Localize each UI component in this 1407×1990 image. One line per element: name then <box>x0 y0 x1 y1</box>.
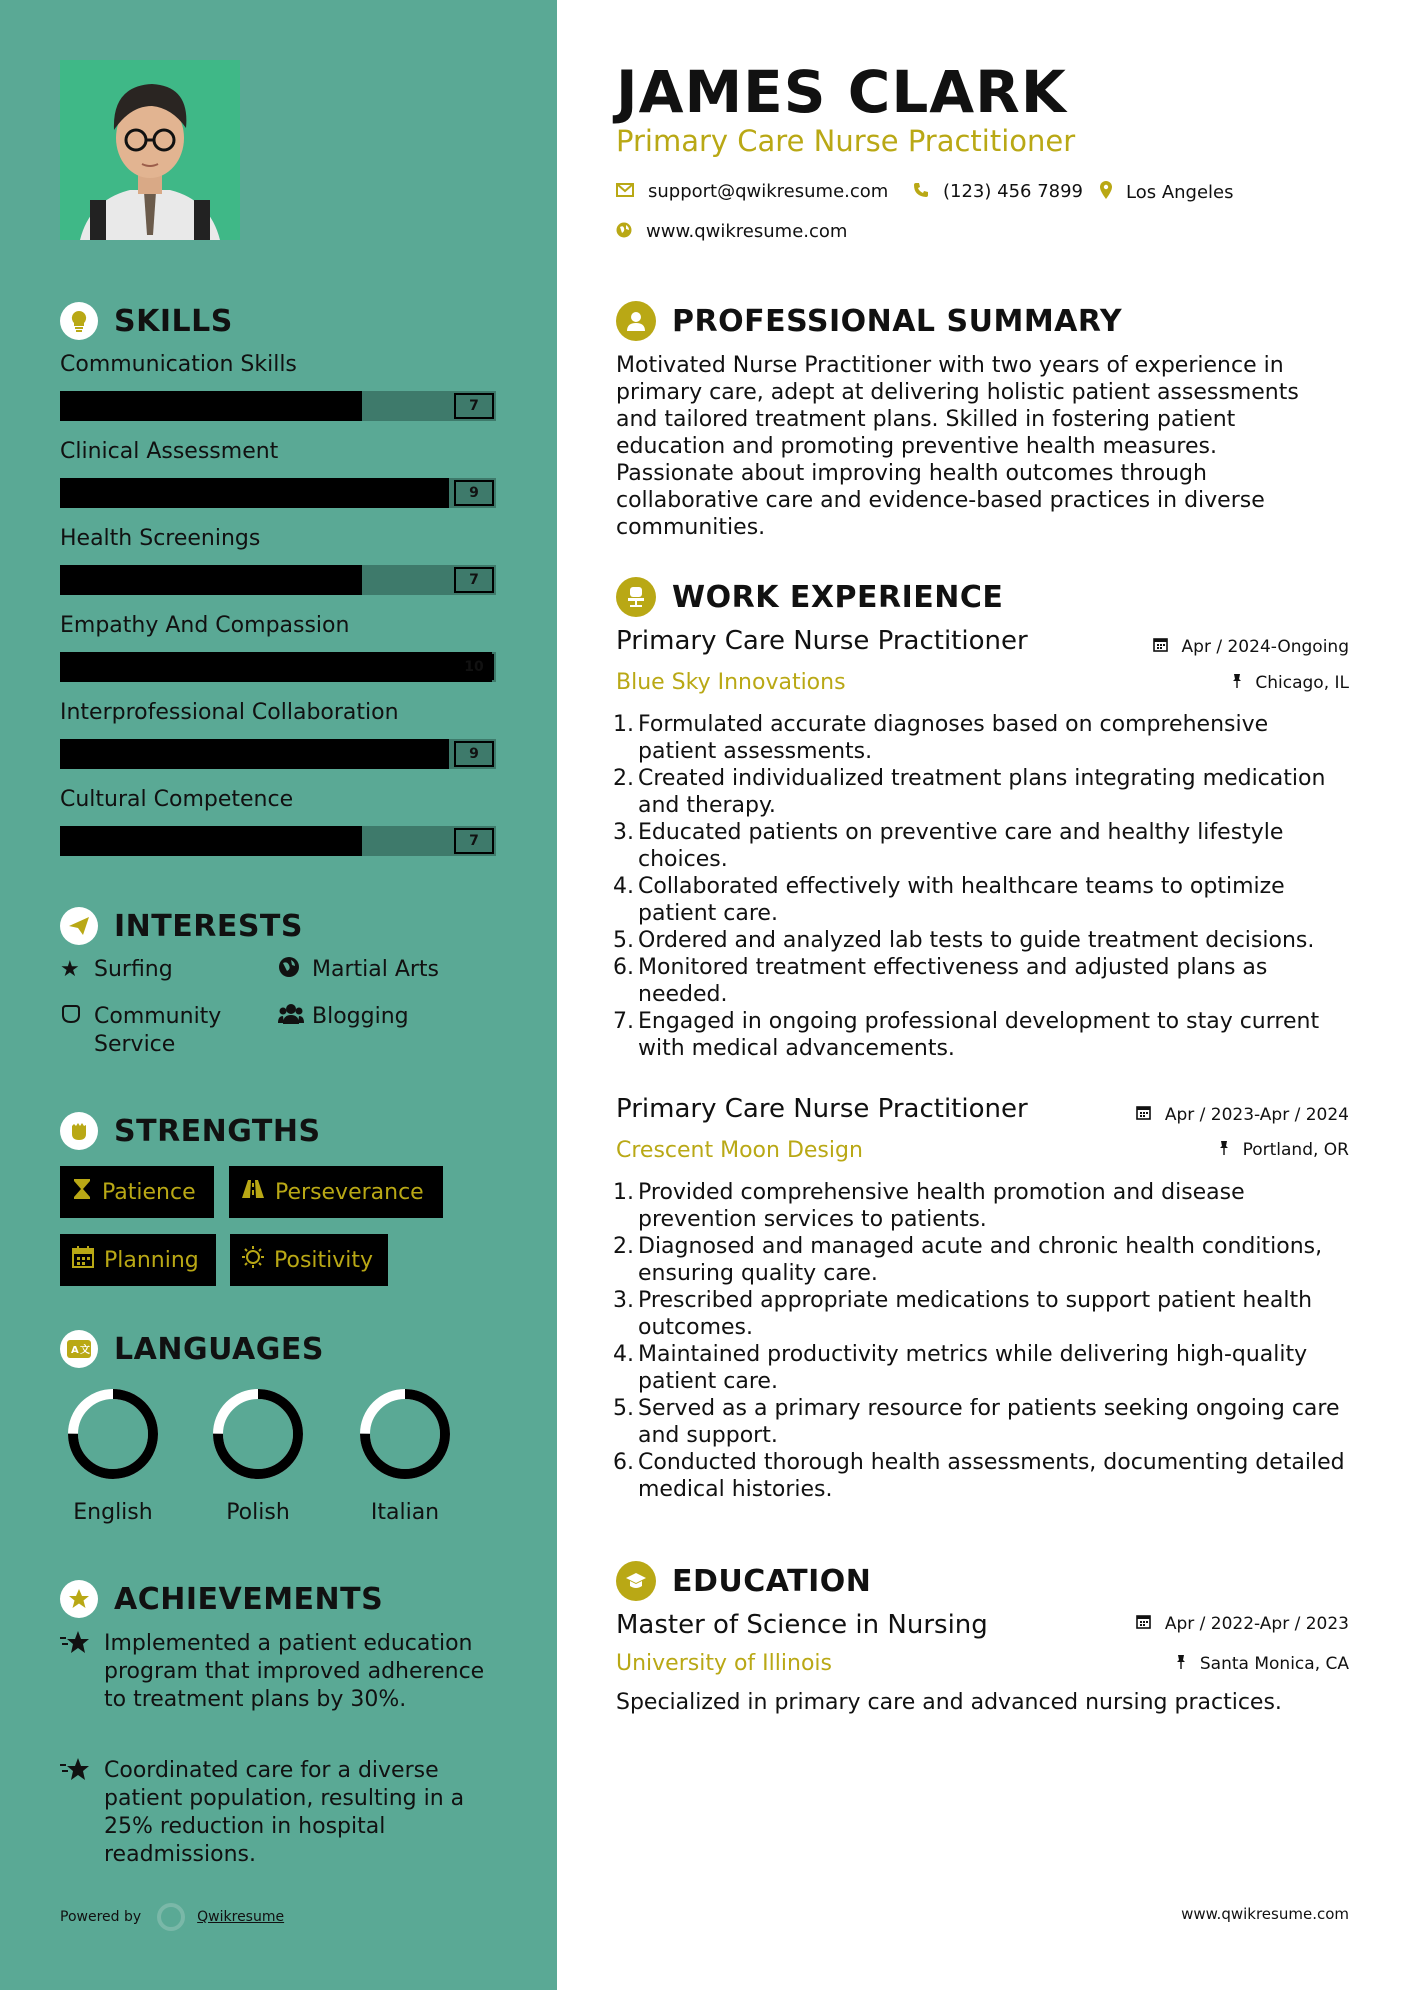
pin-icon <box>1176 1654 1191 1674</box>
language-icon <box>60 1330 98 1368</box>
pin-icon <box>1219 1140 1234 1160</box>
fist-icon <box>60 1112 98 1150</box>
job-bullet: 2. Diagnosed and managed acute and chronic health conditions, ensuring quality care. <box>613 1234 1323 1286</box>
skills-header <box>60 302 233 340</box>
job-dates: Apr / 2023-Apr / 2024 <box>1136 1105 1349 1125</box>
achievements-header <box>60 1580 383 1618</box>
skill-label: Clinical Assessment <box>60 439 279 464</box>
language-label: Polish <box>226 1500 290 1525</box>
contact-phone[interactable] <box>913 181 1083 202</box>
language-label: Italian <box>370 1500 440 1525</box>
achievement-text: Implemented a patient education program that improved adherence to treatment plans by 30%. <box>104 1631 485 1712</box>
summary-title: PROFESSIONAL SUMMARY <box>672 303 1123 339</box>
star-badge-icon <box>60 1580 98 1618</box>
users-icon <box>278 1003 312 1033</box>
job-bullet: 5. Served as a primary resource for patients seeking ongoing care and support. <box>613 1396 1340 1448</box>
job-title: Primary Care Nurse Practitioner <box>616 626 1028 656</box>
achievement-item <box>60 1757 500 1869</box>
job-bullets <box>612 1179 1352 1503</box>
phone-icon <box>913 182 929 202</box>
interest-label: Community Service <box>94 1004 222 1057</box>
skill-bar-fill <box>60 565 362 595</box>
strength-badge <box>60 1166 214 1218</box>
skill-label: Health Screenings <box>60 526 261 551</box>
interest-item <box>278 1003 409 1033</box>
skill-value: 7 <box>454 567 494 593</box>
skill-bar <box>60 478 496 508</box>
svg-text:文: 文 <box>80 1345 90 1356</box>
interest-item <box>60 1003 221 1059</box>
sun-icon <box>242 1246 264 1274</box>
graduation-icon <box>616 1561 656 1601</box>
job-title: Primary Care Nurse Practitioner <box>616 1094 1028 1124</box>
interests-title: INTERESTS <box>114 908 303 944</box>
degree-title: Master of Science in Nursing <box>616 1610 988 1640</box>
summary-text: Motivated Nurse Practitioner with two years of experience in primary care, adept at delivering holistic patient assessments and tailored treatment plans. Skilled in fostering patient education and promoting preventive health measures. Passionate about improving health outcomes through collaborative care and evidence-based practices in diverse communities. <box>616 353 1299 540</box>
globe-icon <box>278 956 312 986</box>
strengths-title: STRENGTHS <box>114 1113 321 1149</box>
paper-plane-icon <box>60 907 98 945</box>
qwikresume-link[interactable]: Qwikresume <box>197 1909 285 1925</box>
profile-photo <box>60 60 240 240</box>
svg-text:A: A <box>71 1345 79 1356</box>
strength-badge <box>60 1234 216 1286</box>
experience-title: WORK EXPERIENCE <box>672 579 1004 615</box>
skill-label: Communication Skills <box>60 352 297 377</box>
education-description: Specialized in primary care and advanced nursing practices. <box>616 1690 1282 1715</box>
skill-bar <box>60 652 496 682</box>
languages-header <box>60 1330 324 1368</box>
strength-label: Planning <box>104 1247 199 1273</box>
job-bullet: 1. Provided comprehensive health promotion and disease prevention services to patients. <box>613 1180 1245 1232</box>
powered-by-label: Powered by <box>60 1909 142 1925</box>
strength-label: Positivity <box>274 1247 374 1273</box>
skill-value: 9 <box>454 480 494 506</box>
job-bullet: 6. Conducted thorough health assessments, documenting detailed medical histories. <box>613 1450 1345 1502</box>
lightbulb-icon <box>60 302 98 340</box>
skill-value: 7 <box>454 393 494 419</box>
strength-badge <box>230 1234 388 1286</box>
star-icon: ★ <box>60 957 80 982</box>
job-company: Crescent Moon Design <box>616 1138 863 1163</box>
sidebar <box>0 0 557 1990</box>
job-bullet: 3. Educated patients on preventive care and healthy lifestyle choices. <box>613 820 1284 872</box>
language-label: English <box>73 1500 153 1525</box>
skill-bar-fill <box>60 478 449 508</box>
calendar-icon <box>1136 1614 1156 1634</box>
language-ring <box>65 1386 161 1482</box>
skill-value: 7 <box>454 828 494 854</box>
job-bullet: 4. Collaborated effectively with healthcare teams to optimize patient care. <box>613 874 1285 926</box>
skill-label: Empathy And Compassion <box>60 613 350 638</box>
job-company: Blue Sky Innovations <box>616 670 846 695</box>
strength-label: Perseverance <box>275 1179 424 1205</box>
job-dates: Apr / 2024-Ongoing <box>1153 637 1349 657</box>
envelope-icon <box>616 182 634 201</box>
skill-bar <box>60 826 496 856</box>
candidate-name: JAMES CLARK <box>616 58 1067 126</box>
contact-website[interactable] <box>616 221 847 242</box>
job-bullet: 1. Formulated accurate diagnoses based on comprehensive patient assessments. <box>613 712 1269 764</box>
star-icon <box>60 1757 104 1869</box>
education-dates: Apr / 2022-Apr / 2023 <box>1136 1614 1349 1634</box>
job-bullet: 4. Maintained productivity metrics while delivering high-quality patient care. <box>613 1342 1308 1394</box>
job-bullet: 6. Monitored treatment effectiveness and adjusted plans as needed. <box>613 955 1268 1007</box>
contact-location <box>1100 181 1234 203</box>
qwikresume-logo-icon <box>157 1903 185 1931</box>
achievements-title: ACHIEVEMENTS <box>114 1581 384 1617</box>
location-text: Los Angeles <box>1126 181 1234 203</box>
school-name: University of Illinois <box>616 1651 832 1676</box>
phone-text: (123) 456 7899 <box>943 181 1084 202</box>
interest-label: Blogging <box>312 1004 409 1029</box>
job-bullets <box>612 711 1352 1062</box>
job-bullet: 5. Ordered and analyzed lab tests to guide treatment decisions. <box>613 928 1315 953</box>
skill-bar-fill <box>60 391 362 421</box>
skill-value: 10 <box>454 654 494 680</box>
job-bullet: 7. Engaged in ongoing professional development to stay current with medical advancements. <box>613 1009 1320 1061</box>
calendar-icon <box>1136 1105 1156 1125</box>
interest-label: Martial Arts <box>312 957 440 982</box>
job-bullet: 2. Created individualized treatment plans integrating medication and therapy. <box>613 766 1326 818</box>
job-bullet: 3. Prescribed appropriate medications to support patient health outcomes. <box>613 1288 1313 1340</box>
experience-header <box>616 577 1003 617</box>
strength-label: Patience <box>102 1179 196 1205</box>
skill-bar-fill <box>60 826 362 856</box>
strength-badge <box>229 1166 443 1218</box>
job-location: Chicago, IL <box>1232 673 1349 693</box>
skill-bar-fill <box>60 739 449 769</box>
chair-icon <box>616 577 656 617</box>
road-icon <box>241 1179 265 1205</box>
powered-by <box>60 1903 284 1931</box>
interest-item <box>278 956 439 986</box>
skill-label: Interprofessional Collaboration <box>60 700 399 725</box>
website-text: www.qwikresume.com <box>646 221 848 242</box>
interest-label: Surfing <box>94 957 173 982</box>
skill-bar <box>60 391 496 421</box>
skill-bar <box>60 739 496 769</box>
summary-header <box>616 301 1122 341</box>
interest-item <box>60 956 173 984</box>
education-location: Santa Monica, CA <box>1176 1654 1349 1674</box>
hourglass-icon <box>72 1178 92 1206</box>
education-title: EDUCATION <box>672 1563 872 1599</box>
job-location: Portland, OR <box>1219 1140 1349 1160</box>
achievement-text: Coordinated care for a diverse patient population, resulting in a 25% reduction in hospital readmissions. <box>104 1758 465 1867</box>
calendar-icon <box>1153 637 1173 657</box>
language-ring <box>357 1386 453 1482</box>
candidate-role: Primary Care Nurse Practitioner <box>616 124 1076 158</box>
language-ring <box>210 1386 306 1482</box>
skill-value: 9 <box>454 741 494 767</box>
email-text: support@qwikresume.com <box>648 181 889 202</box>
map-pin-icon <box>1100 181 1112 203</box>
strengths-header <box>60 1112 321 1150</box>
pin-icon <box>1232 673 1247 693</box>
interests-header <box>60 907 303 945</box>
hand-icon <box>60 1003 94 1033</box>
user-icon <box>616 301 656 341</box>
languages-title: LANGUAGES <box>114 1331 324 1367</box>
star-icon <box>60 1630 104 1714</box>
skill-bar <box>60 565 496 595</box>
skill-bar-fill <box>60 652 492 682</box>
skill-label: Cultural Competence <box>60 787 294 812</box>
education-header <box>616 1561 871 1601</box>
skills-title: SKILLS <box>114 303 233 339</box>
globe-icon <box>616 222 632 242</box>
contact-email[interactable] <box>616 181 888 202</box>
calendar-icon <box>72 1246 94 1274</box>
achievement-item <box>60 1630 500 1714</box>
footer-website[interactable]: www.qwikresume.com <box>1181 1905 1349 1923</box>
